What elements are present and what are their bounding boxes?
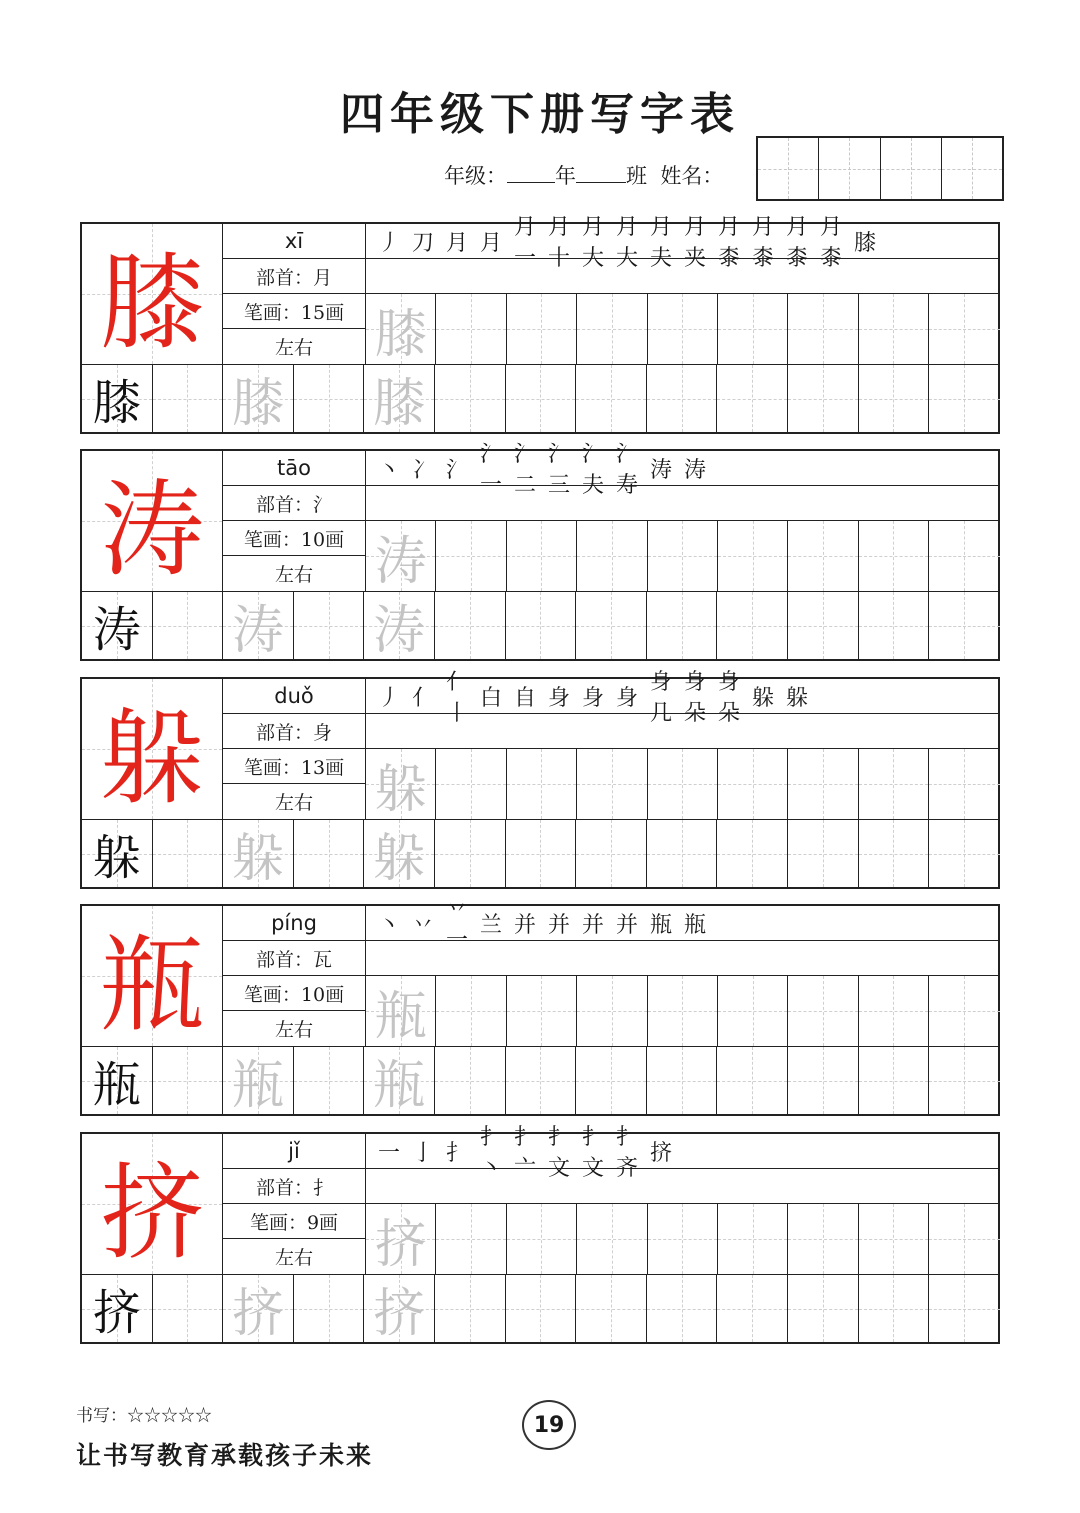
black-character: 膝: [92, 375, 141, 431]
practice-cell[interactable]: [436, 294, 506, 364]
stroke-step: 月: [445, 230, 468, 256]
stroke-step: 月桼: [819, 215, 842, 271]
stroke-step: 身朵: [717, 670, 740, 726]
stroke-step: 氵二: [513, 442, 536, 498]
practice-cell[interactable]: [223, 820, 294, 887]
year-label: 年: [555, 164, 576, 188]
radical: 部首：氵: [223, 486, 366, 521]
practice-cell[interactable]: [859, 1275, 930, 1342]
practice-cell[interactable]: [435, 365, 506, 432]
stroke-step: 并: [547, 912, 570, 938]
practice-cell[interactable]: [153, 1047, 224, 1114]
stroke-step: 月夫: [649, 215, 672, 271]
trace-character: 膝: [373, 374, 426, 434]
trace-character: 躲: [231, 829, 284, 889]
character-card: [80, 442, 1000, 661]
stroke-step: 并: [581, 912, 604, 938]
stroke-step: 冫: [411, 457, 434, 483]
practice-cell[interactable]: [859, 294, 929, 364]
stroke-step: 月桼: [717, 215, 740, 271]
stroke-step: 丶: [377, 912, 400, 938]
trace-character: 挤: [373, 1284, 426, 1344]
practice-cell[interactable]: [648, 1204, 718, 1274]
practice-cell[interactable]: [507, 749, 577, 819]
practice-cell[interactable]: [717, 365, 788, 432]
practice-cell[interactable]: [788, 1275, 859, 1342]
practice-cell[interactable]: [82, 820, 153, 887]
practice-cell[interactable]: [859, 1204, 929, 1274]
practice-cell[interactable]: [929, 1275, 1000, 1342]
black-character: 涛: [92, 602, 141, 658]
trace-character: 躲: [374, 759, 427, 820]
practice-cell[interactable]: [577, 294, 647, 364]
practice-cell[interactable]: [506, 1047, 577, 1114]
practice-cell[interactable]: [507, 521, 577, 591]
practice-cell[interactable]: [788, 749, 858, 819]
stroke-step: 刀: [411, 230, 434, 256]
practice-cell[interactable]: [153, 1275, 224, 1342]
stroke-order: [366, 897, 1000, 953]
rating-stars: 书写：☆☆☆☆☆: [76, 1406, 212, 1426]
trace-character: 瓶: [373, 1056, 426, 1116]
stroke-step: 丿: [377, 685, 400, 711]
practice-cell[interactable]: [82, 365, 153, 432]
trace-character: 瓶: [231, 1056, 284, 1116]
trace-character: 涛: [231, 601, 284, 661]
stroke-step: 氵: [445, 457, 468, 483]
structure: 左右: [223, 556, 366, 592]
practice-cell[interactable]: [577, 976, 647, 1046]
practice-cell[interactable]: [435, 1047, 506, 1114]
practice-cell[interactable]: [788, 294, 858, 364]
practice-cell[interactable]: [718, 521, 788, 591]
practice-cell[interactable]: [436, 749, 506, 819]
stroke-step: 兰: [479, 912, 502, 938]
practice-cell[interactable]: [435, 1275, 506, 1342]
stroke-step: 月: [479, 230, 502, 256]
practice-cell[interactable]: [435, 592, 506, 659]
practice-cell[interactable]: [294, 365, 365, 432]
stroke-step: 亻: [411, 685, 434, 711]
practice-cell[interactable]: [506, 1275, 577, 1342]
stroke-step: 身朵: [683, 670, 706, 726]
stroke-step: 丷一: [445, 897, 468, 953]
practice-cell[interactable]: [507, 976, 577, 1046]
radical: 部首：月: [223, 259, 366, 294]
practice-cell[interactable]: [366, 294, 436, 364]
structure: 左右: [223, 329, 366, 365]
radical: 部首：身: [223, 714, 366, 749]
stroke-step: 月十: [547, 215, 570, 271]
practice-cell[interactable]: [717, 592, 788, 659]
stroke-step: 白: [479, 685, 502, 711]
practice-cell[interactable]: [436, 976, 506, 1046]
practice-cell[interactable]: [82, 592, 153, 659]
slogan: 让书写教育承载孩子未来: [76, 1441, 374, 1470]
page-number: 19: [522, 1400, 576, 1450]
name-box[interactable]: [881, 138, 942, 199]
practice-cell[interactable]: [364, 820, 435, 887]
practice-cell[interactable]: [506, 820, 577, 887]
student-info-line: [444, 160, 723, 190]
practice-cell[interactable]: [859, 749, 929, 819]
stroke-order: [366, 1125, 1000, 1181]
practice-cell[interactable]: [717, 1275, 788, 1342]
practice-cell[interactable]: [859, 592, 930, 659]
stroke-step: 涛: [683, 457, 706, 483]
stroke-step: 膝: [853, 230, 876, 256]
stroke-step: 扌亠: [513, 1125, 536, 1181]
stroke-step: 月桼: [785, 215, 808, 271]
trace-character: 膝: [374, 304, 427, 365]
practice-cell[interactable]: [859, 1047, 930, 1114]
name-label: 姓名：: [660, 164, 724, 188]
character-card: [80, 897, 1000, 1116]
practice-cell[interactable]: [648, 294, 718, 364]
stroke-step: 氵一: [479, 442, 502, 498]
pinyin: duǒ: [223, 679, 366, 714]
stroke-step: 月大: [581, 215, 604, 271]
stroke-step: 丿: [377, 230, 400, 256]
practice-cell[interactable]: [294, 592, 365, 659]
practice-cell[interactable]: [718, 749, 788, 819]
stroke-step: 扌: [445, 1140, 468, 1166]
pinyin: jǐ: [223, 1134, 366, 1169]
practice-cell[interactable]: [718, 976, 788, 1046]
blank-row[interactable]: [366, 714, 1000, 749]
practice-cell[interactable]: [647, 365, 718, 432]
structure: 左右: [223, 1011, 366, 1047]
practice-cell[interactable]: [577, 1204, 647, 1274]
stroke-step: 扌齐: [615, 1125, 638, 1181]
stroke-step: 躲: [785, 685, 808, 711]
practice-cell[interactable]: [929, 749, 999, 819]
practice-cell[interactable]: [929, 592, 1000, 659]
practice-cell[interactable]: [576, 365, 647, 432]
stroke-step: 氵寿: [615, 442, 638, 498]
practice-cell[interactable]: [648, 976, 718, 1046]
stroke-order: [366, 442, 1000, 498]
stroke-step: 氵三: [547, 442, 570, 498]
blank-row[interactable]: [366, 259, 1000, 294]
practice-cell[interactable]: [929, 521, 999, 591]
name-box[interactable]: [942, 138, 1002, 199]
trace-character: 膝: [231, 374, 284, 434]
stroke-step: 扌文: [581, 1125, 604, 1181]
practice-cell[interactable]: [788, 1204, 858, 1274]
pinyin: tāo: [223, 451, 366, 486]
stroke-count: 笔画：15画: [223, 294, 366, 329]
practice-cell[interactable]: [364, 1275, 435, 1342]
black-character: 挤: [92, 1285, 141, 1341]
stroke-step: 身: [615, 685, 638, 711]
practice-cell[interactable]: [648, 749, 718, 819]
practice-cell[interactable]: [223, 365, 294, 432]
stroke-step: 氵夫: [581, 442, 604, 498]
practice-cell[interactable]: [859, 820, 930, 887]
grade-label: 年级：: [444, 164, 507, 188]
stroke-count: 笔画：10画: [223, 976, 366, 1011]
class-label: 班: [626, 164, 647, 188]
practice-cell[interactable]: [506, 365, 577, 432]
practice-cell[interactable]: [718, 294, 788, 364]
model-character: 涛: [82, 451, 223, 592]
practice-cell[interactable]: [223, 1047, 294, 1114]
practice-cell[interactable]: [366, 976, 436, 1046]
practice-cell[interactable]: [647, 592, 718, 659]
practice-cell[interactable]: [366, 1204, 436, 1274]
stroke-order: [366, 215, 1000, 271]
stroke-step: 涛: [649, 457, 672, 483]
model-character: 挤: [82, 1134, 223, 1275]
stroke-step: 月一: [513, 215, 536, 271]
black-character: 躲: [92, 830, 141, 886]
practice-cell[interactable]: [436, 521, 506, 591]
stroke-step: 丶: [377, 457, 400, 483]
trace-character: 躲: [373, 829, 426, 889]
class-blank[interactable]: [576, 160, 626, 183]
practice-cell[interactable]: [364, 592, 435, 659]
stroke-count: 笔画：10画: [223, 521, 366, 556]
practice-cell[interactable]: [577, 521, 647, 591]
practice-cell[interactable]: [647, 1047, 718, 1114]
trace-character: 挤: [231, 1284, 284, 1344]
practice-cell[interactable]: [576, 592, 647, 659]
stroke-step: 挤: [649, 1140, 672, 1166]
stroke-step: 躲: [751, 685, 774, 711]
stroke-step: 月夹: [683, 215, 706, 271]
blank-row[interactable]: [366, 1169, 1000, 1204]
stroke-step: 丷: [411, 912, 434, 938]
practice-cell[interactable]: [788, 521, 858, 591]
practice-cell[interactable]: [929, 1047, 1000, 1114]
blank-row[interactable]: [366, 941, 1000, 976]
name-boxes[interactable]: [756, 136, 1004, 201]
character-card: [80, 670, 1000, 889]
stroke-order: [366, 670, 1000, 726]
radical: 部首：瓦: [223, 941, 366, 976]
black-character: 瓶: [92, 1057, 141, 1113]
stroke-step: 并: [513, 912, 536, 938]
practice-cell[interactable]: [859, 976, 929, 1046]
stroke-step: 瓶: [649, 912, 672, 938]
practice-cell[interactable]: [788, 820, 859, 887]
name-box[interactable]: [758, 138, 819, 199]
stroke-step: 月桼: [751, 215, 774, 271]
practice-cell[interactable]: [436, 1204, 506, 1274]
practice-cell[interactable]: [647, 1275, 718, 1342]
model-character: 膝: [82, 224, 223, 365]
practice-cell[interactable]: [294, 1275, 365, 1342]
stroke-step: 一: [377, 1140, 400, 1166]
practice-cell[interactable]: [647, 820, 718, 887]
practice-cell[interactable]: [929, 1204, 999, 1274]
trace-character: 涛: [373, 601, 426, 661]
practice-cell[interactable]: [576, 820, 647, 887]
practice-cell[interactable]: [366, 521, 436, 591]
practice-cell[interactable]: [82, 1275, 153, 1342]
practice-cell[interactable]: [929, 294, 999, 364]
name-box[interactable]: [819, 138, 880, 199]
stroke-step: 扌文: [547, 1125, 570, 1181]
pinyin: píng: [223, 906, 366, 941]
stroke-step: 身: [547, 685, 570, 711]
stroke-step: 自: [513, 685, 536, 711]
practice-cell[interactable]: [435, 820, 506, 887]
stroke-step: 并: [615, 912, 638, 938]
radical: 部首：扌: [223, 1169, 366, 1204]
practice-cell[interactable]: [153, 820, 224, 887]
practice-cell[interactable]: [718, 1204, 788, 1274]
practice-cell[interactable]: [366, 749, 436, 819]
stroke-step: 亻丨: [445, 670, 468, 726]
practice-cell[interactable]: [859, 365, 930, 432]
practice-cell[interactable]: [576, 1047, 647, 1114]
practice-cell[interactable]: [576, 1275, 647, 1342]
trace-character: 瓶: [374, 986, 427, 1047]
practice-cell[interactable]: [364, 1047, 435, 1114]
pinyin: xī: [223, 224, 366, 259]
character-card: [80, 1125, 1000, 1344]
grade-blank[interactable]: [507, 160, 555, 183]
trace-character: 涛: [374, 531, 427, 592]
practice-cell[interactable]: [717, 820, 788, 887]
practice-cell[interactable]: [223, 1275, 294, 1342]
stroke-step: 扌丶: [479, 1125, 502, 1181]
practice-cell[interactable]: [577, 749, 647, 819]
practice-cell[interactable]: [788, 592, 859, 659]
practice-cell[interactable]: [929, 820, 1000, 887]
practice-cell[interactable]: [153, 592, 224, 659]
character-card: [80, 215, 1000, 434]
trace-character: 挤: [374, 1214, 427, 1275]
stroke-count: 笔画：9画: [223, 1204, 366, 1239]
model-character: 瓶: [82, 906, 223, 1047]
practice-cell[interactable]: [859, 521, 929, 591]
practice-cell[interactable]: [82, 1047, 153, 1114]
practice-cell[interactable]: [788, 976, 858, 1046]
practice-cell[interactable]: [788, 1047, 859, 1114]
blank-row[interactable]: [366, 486, 1000, 521]
stroke-step: 身: [581, 685, 604, 711]
practice-cell[interactable]: [294, 820, 365, 887]
practice-cell[interactable]: [929, 976, 999, 1046]
structure: 左右: [223, 1239, 366, 1275]
practice-cell[interactable]: [648, 521, 718, 591]
practice-cell[interactable]: [507, 1204, 577, 1274]
stroke-step: 瓶: [683, 912, 706, 938]
practice-cell[interactable]: [788, 365, 859, 432]
stroke-count: 笔画：13画: [223, 749, 366, 784]
page-title: 四年级下册写字表: [340, 89, 740, 140]
stroke-step: 月大: [615, 215, 638, 271]
structure: 左右: [223, 784, 366, 820]
model-character: 躲: [82, 679, 223, 820]
practice-cell[interactable]: [506, 592, 577, 659]
practice-cell[interactable]: [507, 294, 577, 364]
practice-cell[interactable]: [294, 1047, 365, 1114]
practice-cell[interactable]: [223, 592, 294, 659]
practice-cell[interactable]: [929, 365, 1000, 432]
practice-cell[interactable]: [364, 365, 435, 432]
stroke-step: 身几: [649, 670, 672, 726]
practice-cell[interactable]: [153, 365, 224, 432]
practice-cell[interactable]: [717, 1047, 788, 1114]
stroke-step: 亅: [411, 1140, 434, 1166]
